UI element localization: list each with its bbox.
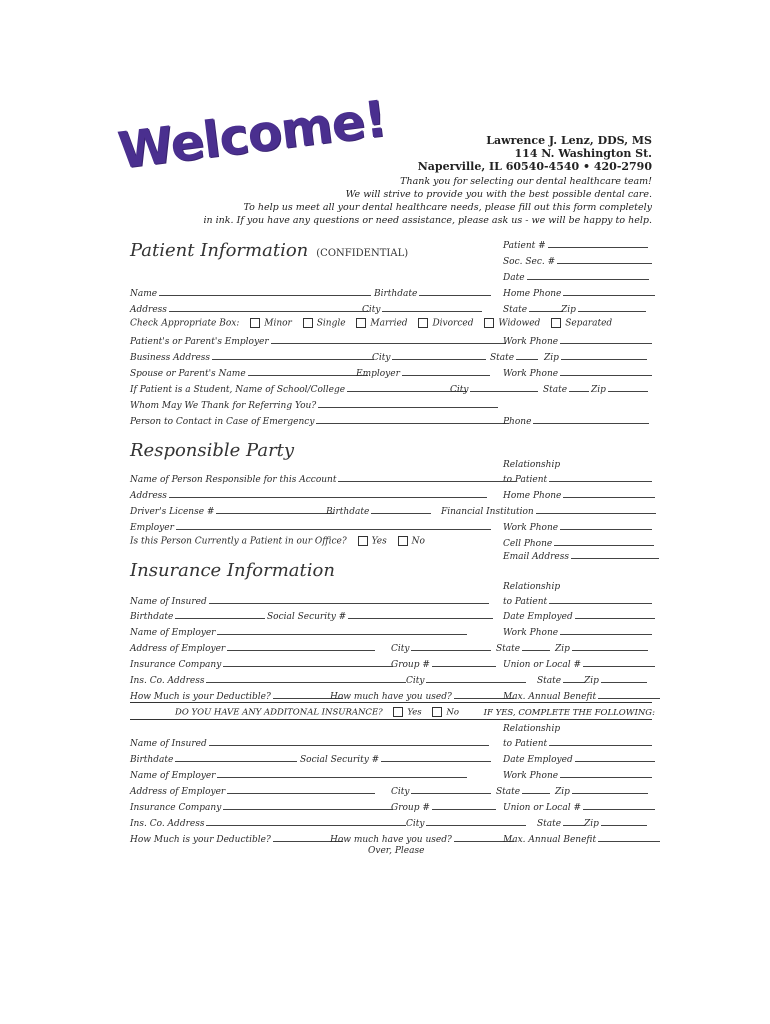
second-union-local-field[interactable]: Union or Local #: [503, 800, 655, 813]
married-checkbox[interactable]: [356, 318, 366, 328]
responsible-name-field[interactable]: Name of Person Responsible for this Account: [130, 472, 516, 485]
spouse-employer-field[interactable]: Employer: [356, 366, 490, 379]
second-employer-address-field[interactable]: Address of Employer: [130, 784, 375, 797]
business-address-field[interactable]: Business Address: [130, 350, 374, 363]
financial-institution-field[interactable]: Financial Institution: [441, 504, 656, 517]
home-phone-field[interactable]: Home Phone: [503, 286, 655, 299]
business-city-field[interactable]: City: [372, 350, 486, 363]
responsible-section-title: Responsible Party: [130, 440, 295, 461]
second-birthdate-field[interactable]: Birthdate: [130, 752, 297, 765]
second-state-field[interactable]: State: [496, 784, 550, 797]
school-zip-field[interactable]: Zip: [591, 382, 648, 395]
referral-field[interactable]: Whom May We Thank for Referring You?: [130, 398, 498, 411]
doctor-name: Lawrence J. Lenz, DDS, MS: [486, 134, 652, 147]
drivers-license-field[interactable]: Driver's License #: [130, 504, 334, 517]
union-local-field[interactable]: Union or Local #: [503, 657, 655, 670]
school-state-field[interactable]: State: [543, 382, 589, 395]
insured-date-employed-field[interactable]: Date Employed: [503, 609, 655, 622]
responsible-home-phone-field[interactable]: Home Phone: [503, 488, 655, 501]
insured-ssn-field[interactable]: Social Security #: [267, 609, 493, 622]
insured-state-field[interactable]: State: [496, 641, 550, 654]
ins-co-city-field[interactable]: City: [406, 673, 526, 686]
zip-field[interactable]: Zip: [561, 302, 646, 315]
responsible-work-phone-field[interactable]: Work Phone: [503, 520, 652, 533]
second-ins-co-state-field[interactable]: State: [537, 816, 585, 829]
second-relationship-field[interactable]: to Patient: [503, 736, 652, 749]
business-state-field[interactable]: State: [490, 350, 538, 363]
spouse-work-phone-field[interactable]: Work Phone: [503, 366, 652, 379]
second-relationship-label: Relationship: [503, 724, 561, 734]
ins-co-address-field[interactable]: Ins. Co. Address: [130, 673, 406, 686]
second-insured-name-field[interactable]: Name of Insured: [130, 736, 489, 749]
responsible-relationship-label: Relationship: [503, 460, 561, 470]
insured-relationship-field[interactable]: to Patient: [503, 594, 652, 607]
insured-work-phone-field[interactable]: Work Phone: [503, 625, 652, 638]
second-ins-co-city-field[interactable]: City: [406, 816, 526, 829]
insured-relationship-label: Relationship: [503, 582, 561, 592]
birthdate-field[interactable]: Birthdate: [374, 286, 491, 299]
current-patient-no-checkbox[interactable]: [398, 536, 408, 546]
second-insurance-company-field[interactable]: Insurance Company: [130, 800, 393, 813]
school-field[interactable]: If Patient is a Student, Name of School/College: [130, 382, 467, 395]
cell-phone-field[interactable]: Cell Phone: [503, 536, 654, 549]
second-city-field[interactable]: City: [391, 784, 491, 797]
email-field[interactable]: Email Address: [503, 549, 659, 562]
minor-checkbox[interactable]: [250, 318, 260, 328]
insurance-company-field[interactable]: Insurance Company: [130, 657, 393, 670]
confidential-label: (CONFIDENTIAL): [316, 248, 409, 259]
address-field[interactable]: Address: [130, 302, 369, 315]
ins-co-zip-field[interactable]: Zip: [584, 673, 647, 686]
office-city-phone: Naperville, IL 60540-4540 • 420-2790: [417, 160, 652, 173]
patient-number-field[interactable]: Patient #: [503, 238, 648, 251]
office-street: 114 N. Washington St.: [514, 147, 652, 160]
second-ssn-field[interactable]: Social Security #: [300, 752, 491, 765]
name-field[interactable]: Name: [130, 286, 371, 299]
second-max-benefit-field[interactable]: Max. Annual Benefit: [503, 832, 660, 845]
school-city-field[interactable]: City: [450, 382, 538, 395]
max-benefit-field[interactable]: Max. Annual Benefit: [503, 689, 660, 702]
current-patient-question: Is this Person Currently a Patient in our Office? Yes No: [130, 536, 425, 547]
second-deductible-field[interactable]: How Much is your Deductible?: [130, 832, 343, 845]
second-date-employed-field[interactable]: Date Employed: [503, 752, 655, 765]
spouse-name-field[interactable]: Spouse or Parent's Name: [130, 366, 368, 379]
insured-employer-address-field[interactable]: Address of Employer: [130, 641, 375, 654]
used-field[interactable]: How much have you used?: [330, 689, 514, 702]
thank-line-1: Thank you for selecting our dental healthcare team!: [400, 176, 652, 187]
second-ins-co-address-field[interactable]: Ins. Co. Address: [130, 816, 406, 829]
city-field[interactable]: City: [362, 302, 482, 315]
work-phone-field[interactable]: Work Phone: [503, 334, 652, 347]
patient-employer-field[interactable]: Patient's or Parent's Employer: [130, 334, 506, 347]
divorced-checkbox[interactable]: [418, 318, 428, 328]
insured-name-field[interactable]: Name of Insured: [130, 594, 489, 607]
date-field[interactable]: Date: [503, 270, 649, 283]
insurance-section-title: Insurance Information: [130, 560, 335, 581]
thank-line-3: To help us meet all your dental healthcare needs, please fill out this form completely: [243, 202, 652, 213]
second-employer-name-field[interactable]: Name of Employer: [130, 768, 467, 781]
over-please-note: Over, Please: [368, 846, 425, 856]
single-checkbox[interactable]: [303, 318, 313, 328]
second-zip-field[interactable]: Zip: [555, 784, 648, 797]
additional-yes-checkbox[interactable]: [393, 707, 403, 717]
deductible-field[interactable]: How Much is your Deductible?: [130, 689, 343, 702]
insured-zip-field[interactable]: Zip: [555, 641, 648, 654]
responsible-employer-field[interactable]: Employer: [130, 520, 491, 533]
additional-insurance-rule-bottom: [130, 719, 652, 720]
marital-status-row: Check Appropriate Box: Minor Single Married Divorced Widowed Separated: [130, 318, 613, 329]
ins-co-state-field[interactable]: State: [537, 673, 585, 686]
second-work-phone-field[interactable]: Work Phone: [503, 768, 652, 781]
widowed-checkbox[interactable]: [484, 318, 494, 328]
responsible-address-field[interactable]: Address: [130, 488, 487, 501]
additional-insurance-rule-top: [130, 702, 652, 703]
if-yes-instruction: IF YES, COMPLETE THE FOLLOWING:: [483, 707, 655, 718]
separated-checkbox[interactable]: [551, 318, 561, 328]
soc-sec-field[interactable]: Soc. Sec. #: [503, 254, 652, 267]
business-zip-field[interactable]: Zip: [544, 350, 647, 363]
state-field[interactable]: State: [503, 302, 563, 315]
group-number-field[interactable]: Group #: [391, 657, 496, 670]
insured-city-field[interactable]: City: [391, 641, 491, 654]
second-used-field[interactable]: How much have you used?: [330, 832, 514, 845]
responsible-birthdate-field[interactable]: Birthdate: [326, 504, 431, 517]
insured-employer-name-field[interactable]: Name of Employer: [130, 625, 467, 638]
emergency-contact-field[interactable]: Person to Contact in Case of Emergency: [130, 414, 509, 427]
patient-section-title: Patient Information (CONFIDENTIAL): [130, 240, 409, 261]
responsible-relationship-field[interactable]: to Patient: [503, 472, 652, 485]
second-ins-co-zip-field[interactable]: Zip: [584, 816, 647, 829]
welcome-logo: Welcome!: [114, 89, 390, 180]
emergency-phone-field[interactable]: Phone: [503, 414, 649, 427]
second-group-number-field[interactable]: Group #: [391, 800, 496, 813]
thank-line-4: in ink. If you have any questions or need assistance, please ask us - we will be happy to help.: [203, 215, 652, 226]
current-patient-yes-checkbox[interactable]: [358, 536, 368, 546]
thank-line-2: We will strive to provide you with the best possible dental care.: [345, 189, 652, 200]
additional-insurance-row: DO YOU HAVE ANY ADDITONAL INSURANCE? Yes No IF YES, COMPLETE THE FOLLOWING:: [175, 707, 655, 718]
insured-birthdate-field[interactable]: Birthdate: [130, 609, 265, 622]
additional-no-checkbox[interactable]: [432, 707, 442, 717]
